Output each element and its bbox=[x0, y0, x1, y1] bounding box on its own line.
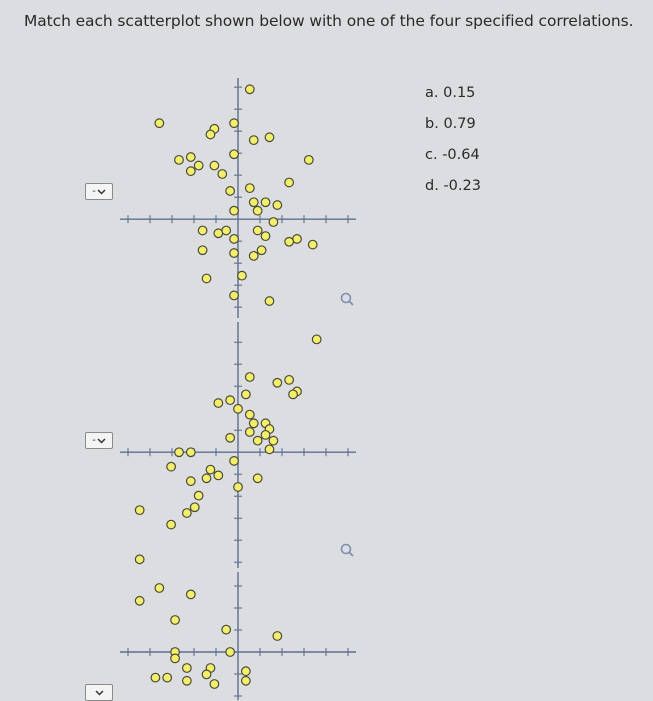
data-point bbox=[253, 436, 262, 445]
data-point bbox=[265, 297, 274, 306]
data-point bbox=[155, 584, 164, 593]
data-point bbox=[246, 373, 255, 382]
data-point bbox=[226, 648, 235, 657]
data-point bbox=[261, 198, 270, 207]
option-b-value: 0.79 bbox=[443, 116, 476, 132]
data-point bbox=[202, 670, 211, 679]
data-point bbox=[202, 274, 211, 283]
data-point bbox=[234, 483, 243, 492]
data-point bbox=[234, 405, 243, 414]
data-point bbox=[175, 448, 184, 457]
data-point bbox=[238, 271, 247, 280]
data-point bbox=[187, 448, 196, 457]
data-point bbox=[206, 465, 215, 474]
data-point bbox=[171, 616, 180, 625]
data-point bbox=[285, 237, 294, 246]
data-point bbox=[210, 680, 219, 689]
data-point bbox=[222, 625, 231, 634]
data-point bbox=[187, 167, 196, 176]
data-point bbox=[226, 187, 235, 196]
data-point bbox=[312, 335, 321, 344]
data-point bbox=[249, 419, 258, 428]
magnifier-icon[interactable] bbox=[339, 542, 355, 558]
data-point bbox=[194, 161, 203, 170]
data-point bbox=[135, 506, 144, 515]
data-point bbox=[253, 474, 262, 483]
data-point bbox=[190, 503, 199, 512]
data-point bbox=[183, 677, 192, 686]
data-point bbox=[187, 590, 196, 599]
data-point bbox=[265, 133, 274, 142]
data-point bbox=[230, 291, 239, 300]
data-point bbox=[305, 156, 314, 165]
dropdown-1-value: - bbox=[92, 186, 96, 197]
option-c-letter: c. bbox=[425, 147, 438, 163]
data-point bbox=[249, 198, 258, 207]
data-point bbox=[273, 632, 282, 641]
data-point bbox=[230, 119, 239, 128]
data-point bbox=[230, 206, 239, 215]
data-point bbox=[230, 249, 239, 258]
data-point bbox=[202, 474, 211, 483]
option-a-value: 0.15 bbox=[443, 85, 476, 101]
scatterplot-1 bbox=[120, 78, 356, 318]
data-point bbox=[171, 654, 180, 663]
option-d-value: -0.23 bbox=[443, 178, 481, 194]
data-point bbox=[253, 226, 262, 235]
data-point bbox=[246, 85, 255, 94]
data-point bbox=[249, 136, 258, 145]
data-point bbox=[198, 226, 207, 235]
data-point bbox=[269, 436, 278, 445]
data-point bbox=[218, 170, 227, 179]
data-point bbox=[167, 462, 176, 471]
data-point bbox=[175, 156, 184, 165]
data-point bbox=[135, 555, 144, 564]
data-point bbox=[194, 491, 203, 500]
data-point bbox=[246, 428, 255, 437]
data-point bbox=[226, 433, 235, 442]
scatterplot-2 bbox=[120, 322, 356, 568]
data-point bbox=[230, 235, 239, 244]
magnifier-icon[interactable] bbox=[339, 291, 355, 307]
data-point bbox=[230, 457, 239, 466]
data-point bbox=[163, 673, 172, 682]
scatterplot-3 bbox=[120, 572, 356, 700]
data-point bbox=[230, 150, 239, 159]
data-point bbox=[135, 597, 144, 606]
data-point bbox=[214, 471, 223, 480]
data-point bbox=[253, 206, 262, 215]
question-prompt: Match each scatterplot shown below with one of the four specified correlations. bbox=[24, 12, 634, 30]
data-point bbox=[242, 677, 251, 686]
data-point bbox=[265, 445, 274, 454]
data-point bbox=[183, 664, 192, 673]
data-point bbox=[155, 119, 164, 128]
data-point bbox=[246, 410, 255, 419]
data-point bbox=[222, 226, 231, 235]
data-point bbox=[183, 509, 192, 518]
data-point bbox=[242, 390, 251, 399]
data-point bbox=[249, 252, 258, 261]
data-point bbox=[151, 673, 160, 682]
data-point bbox=[257, 246, 266, 255]
data-point bbox=[285, 178, 294, 187]
option-c-value: -0.64 bbox=[442, 147, 480, 163]
data-point bbox=[214, 399, 223, 408]
data-point bbox=[226, 396, 235, 405]
data-point bbox=[246, 184, 255, 193]
data-point bbox=[167, 520, 176, 529]
option-b-letter: b. bbox=[425, 116, 439, 132]
data-point bbox=[187, 477, 196, 486]
data-point bbox=[285, 376, 294, 385]
data-point bbox=[210, 161, 219, 170]
data-point bbox=[187, 153, 196, 162]
data-point bbox=[273, 201, 282, 210]
option-d-letter: d. bbox=[425, 178, 439, 194]
data-point bbox=[242, 667, 251, 676]
data-point bbox=[206, 130, 215, 139]
data-point bbox=[198, 246, 207, 255]
data-point bbox=[269, 218, 278, 227]
data-point bbox=[308, 240, 317, 249]
data-point bbox=[289, 390, 298, 399]
data-point bbox=[273, 378, 282, 387]
data-point bbox=[261, 431, 270, 440]
option-a-letter: a. bbox=[425, 85, 439, 101]
dropdown-2-value: - bbox=[92, 435, 96, 446]
data-point bbox=[261, 232, 270, 241]
